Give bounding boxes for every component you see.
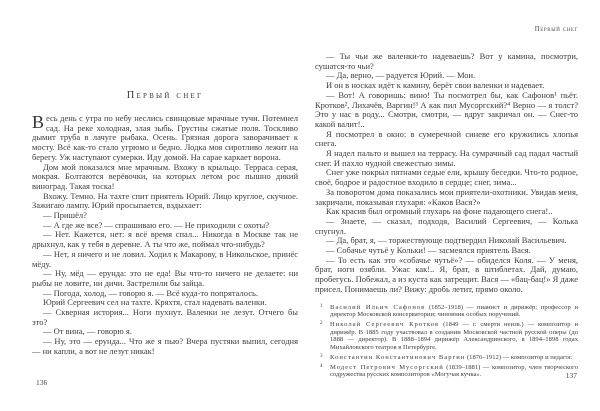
footnote-name: Василий Ильич Сафонов <box>330 303 426 311</box>
running-header: Первый снег <box>534 26 578 33</box>
footnote-name: Модест Петрович Мусоргский <box>330 363 444 371</box>
footnote-text: (1852–1918) — пианист и дирижёр; профессор и директор Московской консерватории; чиновник особых поручений. <box>330 303 578 319</box>
footnote-name: Николай Сергеевич Кротков <box>330 321 440 329</box>
footnote-text: (1839–1881) — композитор, член творческого содружества русских композиторов «Могучая кучка». <box>330 363 578 379</box>
paragraph: Как красив был огромный глухарь на фоне падающего снега!.. <box>326 206 553 217</box>
paragraph: — А где же все? — спрашиваю его. — Не приходили с охоты? <box>43 219 270 230</box>
paragraph: — Нет. Кажется, нет: я всё время спал... Никогда в Москве так не дрыхнул, как у тебя в деревне. А ты что же, поймал что-нибудь? <box>32 229 298 250</box>
paragraph: Я посмотрел в окно: в сумеречной синеве его кружились хлопья снега. <box>315 128 578 149</box>
paragraph: — Скверная история... Ноги пухнут. Валенки не лезут. Отчего бы это? <box>32 307 298 327</box>
paragraph <box>32 114 298 163</box>
paragraph: И он в носках идёт к камину, берёт свои валенки и надевает. <box>326 80 545 91</box>
footnote-number: 2 <box>320 321 323 327</box>
footnote-number: 1 <box>320 303 323 309</box>
paragraph: — Пришёл? <box>43 210 87 221</box>
paragraph: — Ты чьи же валенки-то надеваешь? Вот у камина, посмотри, сушатся-то чьи? <box>315 51 578 71</box>
paragraph: — Собачье чутьё у Кольки! — засмеялся приятель Вася. <box>326 245 531 256</box>
footnote-text: (1876–1912) — композитор и педагог. <box>466 353 573 361</box>
page-right <box>315 26 578 381</box>
footnote-number: 4 <box>320 363 323 369</box>
footnote <box>315 304 578 319</box>
paragraph: — Вот! А говоришь: вино! Ты посмотрел бы, как Сафонов¹ пьёт. Кротков², Лихачёв, Варгин!³ А как пил Мусоргский?⁴ Верно — я толст? Это у нас в роду... Смотри, смотри, — вдруг закричал он. — Снег-то какой валит!.. <box>315 89 578 129</box>
paragraph: — Ну, мёд — ерунда: это не еда! Вы что-то ничего не делаете: ни рыбы не ловите, ни дичи. Застрелили бы зайца. <box>32 268 298 288</box>
page-number-left: 136 <box>36 378 48 387</box>
paragraph: — Да, брат, я, — торжествующе подтвердил Николай Васильевич. <box>326 235 567 246</box>
paragraph: Юрий Сергеевич сел на тахте. Кряхтя, стал надевать валенки. <box>43 297 267 308</box>
paragraph: — Да, верно, — радуется Юрий. — Мои. <box>326 70 476 81</box>
footnote-text: (1849 — г. смерти неизв.) — композитор и дирижёр. В 1885 году участвовал в создании Московской частной русской оперы (до 1888 — директор). В 1888–1894 дирижёр Александринского, в 1894–1898 годах Михайловского театров в Петербурге. <box>330 321 578 351</box>
footnote <box>315 364 578 379</box>
paragraph: Снег уже покрыл пятнами седые ели, крышу беседки. Что-то родное, своё, бодрое и радостное входило в сердце; снег, зима... <box>315 167 578 188</box>
paragraph: Дом мой показался мне мрачным. Вхожу в крыльцо. Терраса серая, мокрая. Болтаются верёвочки, на которых летом рос пышно дикий виноград. Такая тоска! <box>32 161 298 191</box>
paragraph: — Знаете, — сказал, подходя, Василий Сергеевич, — Колька спугнул. <box>315 215 578 236</box>
page-left <box>32 90 298 357</box>
footnote <box>315 321 578 351</box>
paragraph: — Погода, холод, — говорю я. — Всё куда-то попряталось. <box>43 287 259 298</box>
chapter-title: Первый снег <box>126 90 204 101</box>
paragraph: — От вина, — говорю я. <box>43 326 132 337</box>
paragraph: — Ну, это — ерунда... Что же я пью? Вчера пустяки выпил, сегодня — ни капли, а вот не лезут никак! <box>32 336 298 356</box>
footnote-name: Константин Константинович Варгин <box>330 353 466 361</box>
paragraph: Вхожу. Темно. На тахте спит приятель Юрий. Лицо круглое, скучное. Зажигаю лампу. Юрий просыпается, вздыхает: <box>32 190 298 211</box>
paragraph-text: есь день с утра по небу неслись свинцовые мрачные тучи. Потемнел сад. На реке холодная, злая зыбь. Грустны сжатые поля. Тоскливо дымит труба в лачуге рыбака. Осень. Грязная дорога заворачивает к мосту. Всё как-то стало угрюмо и бедно. Лодка моя сиротливо лежит на берегу. Уж наступают сумерки. Иду домой. На сарае каркает ворона. <box>32 113 298 162</box>
paragraph: — Нет, я ничего и не ловил. Ходил к Макарову, в Никольское, принёс мёду. <box>32 248 298 269</box>
footnote <box>315 354 578 362</box>
drop-cap: В <box>32 112 45 132</box>
footnote-number: 3 <box>320 353 323 359</box>
paragraph: За поворотом дома показались мои приятели-охотники. Увидав меня, закричали, показывая глухаря: «Каков Вася?» <box>315 186 578 207</box>
right-page-body <box>315 52 578 295</box>
footnotes-section <box>315 304 578 379</box>
page-number-right: 137 <box>565 371 577 380</box>
paragraph: — То есть как это «собачье чутьё»? — обиделся Коля. — У меня, брат, ноги озябли. Ужас как!.. Я, брат, в штиблетах. Дай, думаю, пробегусь. Побежал, а из куста как затрещит. Вася — «бац-бац!» Я даже присел. Понимаешь ли? Вижу: дробь летит, прямо около. <box>315 254 579 294</box>
paragraph: Я надел пальто и вышел на террасу. На сумрачный сад падал частый снег. И пахло чудной свежестью зимы. <box>315 148 578 168</box>
left-page-body <box>32 114 298 357</box>
